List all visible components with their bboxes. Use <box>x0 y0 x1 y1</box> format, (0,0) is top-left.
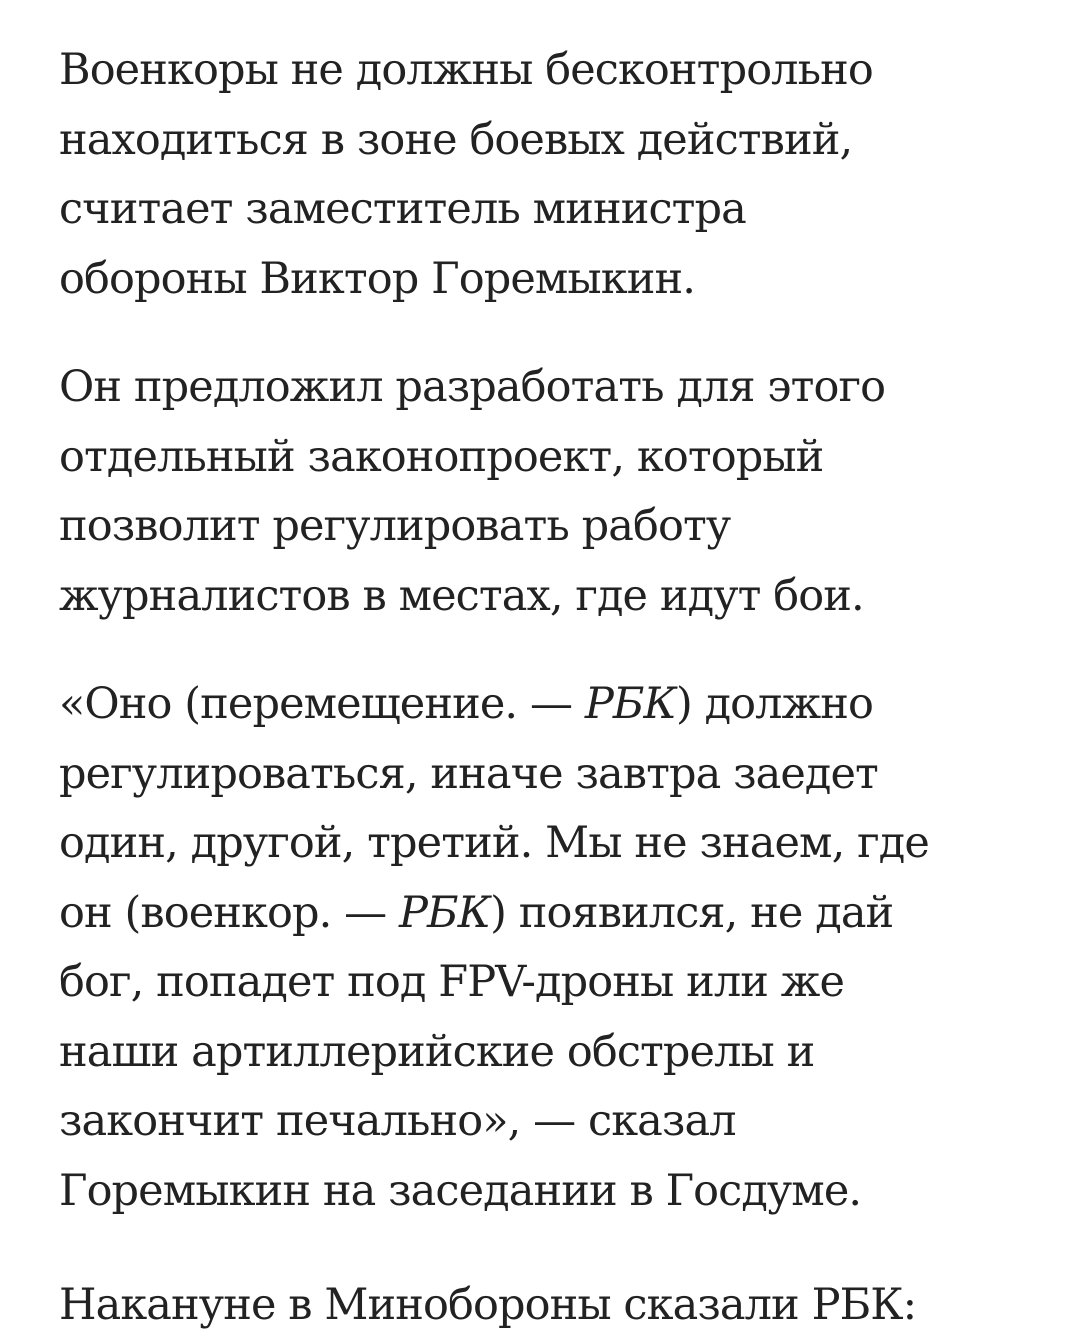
quote-text: ) появился, не дай <box>490 887 894 938</box>
paragraph-proposal <box>59 353 1019 631</box>
text-line: Накануне в Минобороны сказали РБК: <box>59 1280 917 1330</box>
source-abbreviation: РБК <box>584 679 676 729</box>
text-line: обороны Виктор Горемыкин. <box>59 253 696 304</box>
text-line: Горемыкин на заседании в Госдуме. <box>59 1165 862 1216</box>
quote-text: ) должно <box>675 679 873 729</box>
text-line: один, другой, третий. Мы не знаем, где <box>59 818 929 868</box>
paragraph-next <box>59 1271 1019 1341</box>
text-line: журналистов в местах, где идут бои. <box>59 570 864 621</box>
paragraph-quote <box>59 670 1019 1226</box>
text-line: отдельный законопроект, который <box>59 431 824 482</box>
text-line: Он предложил разработать для этого <box>59 362 886 412</box>
text-line: Военкоры не должны бесконтрольно <box>59 45 873 95</box>
source-abbreviation: РБК <box>399 887 491 938</box>
text-line: регулироваться, иначе завтра заедет <box>59 748 878 799</box>
text-line <box>59 670 1019 740</box>
quote-text: «Оно (перемещение. — <box>59 679 585 729</box>
text-line: наши артиллерийские обстрелы и <box>59 1026 815 1077</box>
quote-text: он (военкор. — <box>59 887 399 938</box>
article-body <box>59 36 1019 1341</box>
text-line: бог, попадет под FPV-дроны или же <box>59 957 845 1007</box>
paragraph-intro <box>59 36 1019 314</box>
text-line: позволит регулировать работу <box>59 501 731 551</box>
text-line: считает заместитель министра <box>59 184 746 234</box>
text-line: находиться в зоне боевых действий, <box>59 114 853 165</box>
text-line: закончит печально», — сказал <box>59 1096 736 1146</box>
text-line <box>59 879 1019 949</box>
